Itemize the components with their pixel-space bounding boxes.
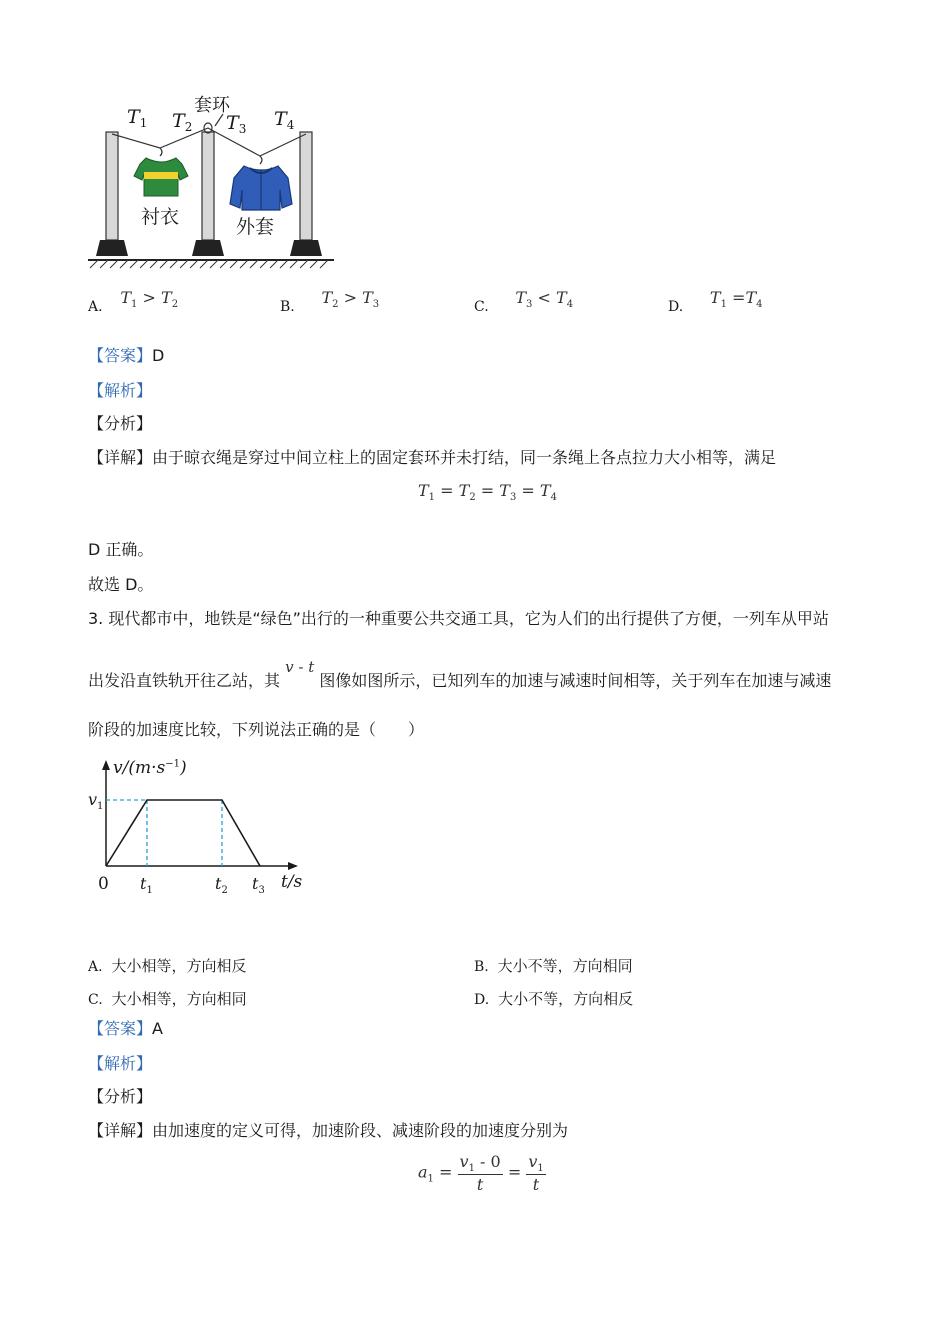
series-line — [106, 800, 260, 866]
q3-jiexi: 【解析】 — [88, 1054, 153, 1073]
label-coat: 外套 — [236, 216, 275, 238]
q2-option-b: B. $T_2 > T_3$ — [280, 288, 380, 315]
q2-equation: $T_1 = T_2 = T_3 = T_4$ — [418, 481, 557, 503]
q3-option-a: A. 大小相等，方向相反 — [88, 957, 247, 975]
q3-detail: 【详解】由加速度的定义可得，加速阶段、减速阶段的加速度分别为 — [88, 1121, 569, 1140]
q2-answer: 【答案】D — [88, 346, 165, 365]
q3-option-d: D. 大小不等，方向相反 — [474, 990, 634, 1008]
chart-ylabel: $v/(m\cdot s^{-1})$ — [113, 758, 187, 778]
q3-formula: $a_1$ = $\frac{v_1 - 0}{t}$ = $\frac{v_1}{t}$ — [418, 1152, 544, 1194]
q2-option-d: D. $T_1 =T_4$ — [668, 288, 763, 315]
chart-xtick-t2: $t_2$ — [215, 874, 228, 896]
coat-icon — [230, 166, 292, 210]
x-axis-arrow — [288, 862, 298, 870]
post-left — [96, 132, 128, 256]
q3-option-c: C. 大小相等，方向相同 — [88, 990, 247, 1008]
label-t2: $T_2$ — [172, 110, 193, 134]
q3-fenxi: 【分析】 — [88, 1087, 153, 1106]
q3-line1: 3. 现代都市中，地铁是“绿色”出行的一种重要公共交通工具，它为人们的出行提供了方便，一列车从甲站 — [88, 609, 829, 628]
post-right — [290, 132, 322, 256]
shirt-icon — [134, 158, 188, 196]
q2-choose: 故选 D。 — [88, 575, 154, 594]
post-middle — [192, 132, 224, 256]
q2-jiexi: 【解析】 — [88, 381, 153, 400]
q3-option-b: B. 大小不等，方向相同 — [474, 957, 633, 975]
chart-xtick-t3: $t_3$ — [252, 874, 265, 896]
q2-detail: 【详解】由于晾衣绳是穿过中间立柱上的固定套环并未打结，同一条绳上各点拉力大小相等，满足 — [88, 448, 777, 467]
q2-conclusion: D 正确。 — [88, 540, 154, 559]
label-shirt: 衬衣 — [141, 206, 180, 228]
q2-option-c: C. $T_3 < T_4$ — [474, 288, 574, 315]
ground — [88, 260, 334, 268]
q3-line3: 阶段的加速度比较，下列说法正确的是（ ） — [88, 720, 425, 739]
label-t4: $T_4$ — [274, 108, 295, 132]
chart-xtick-t1: $t_1$ — [140, 874, 153, 896]
chart-origin: 0 — [98, 874, 109, 894]
q2-fenxi: 【分析】 — [88, 414, 153, 433]
label-ring: 套环 — [194, 95, 230, 116]
chart-xlabel: t/s — [281, 872, 303, 892]
q3-line2: 出发沿直铁轨开往乙站，其 v - t 图像如图所示，已知列车的加速与减速时间相等，关于列车在加速与减速 — [88, 658, 832, 690]
label-t3: $T_3$ — [226, 112, 247, 136]
q3-answer: 【答案】A — [88, 1019, 163, 1038]
y-axis-arrow — [102, 760, 110, 770]
chart-ytick-v1: $v_1$ — [88, 790, 104, 812]
label-t1: $T_1$ — [127, 106, 148, 130]
q2-option-a: A. $T_1 > T_2$ — [88, 288, 179, 315]
